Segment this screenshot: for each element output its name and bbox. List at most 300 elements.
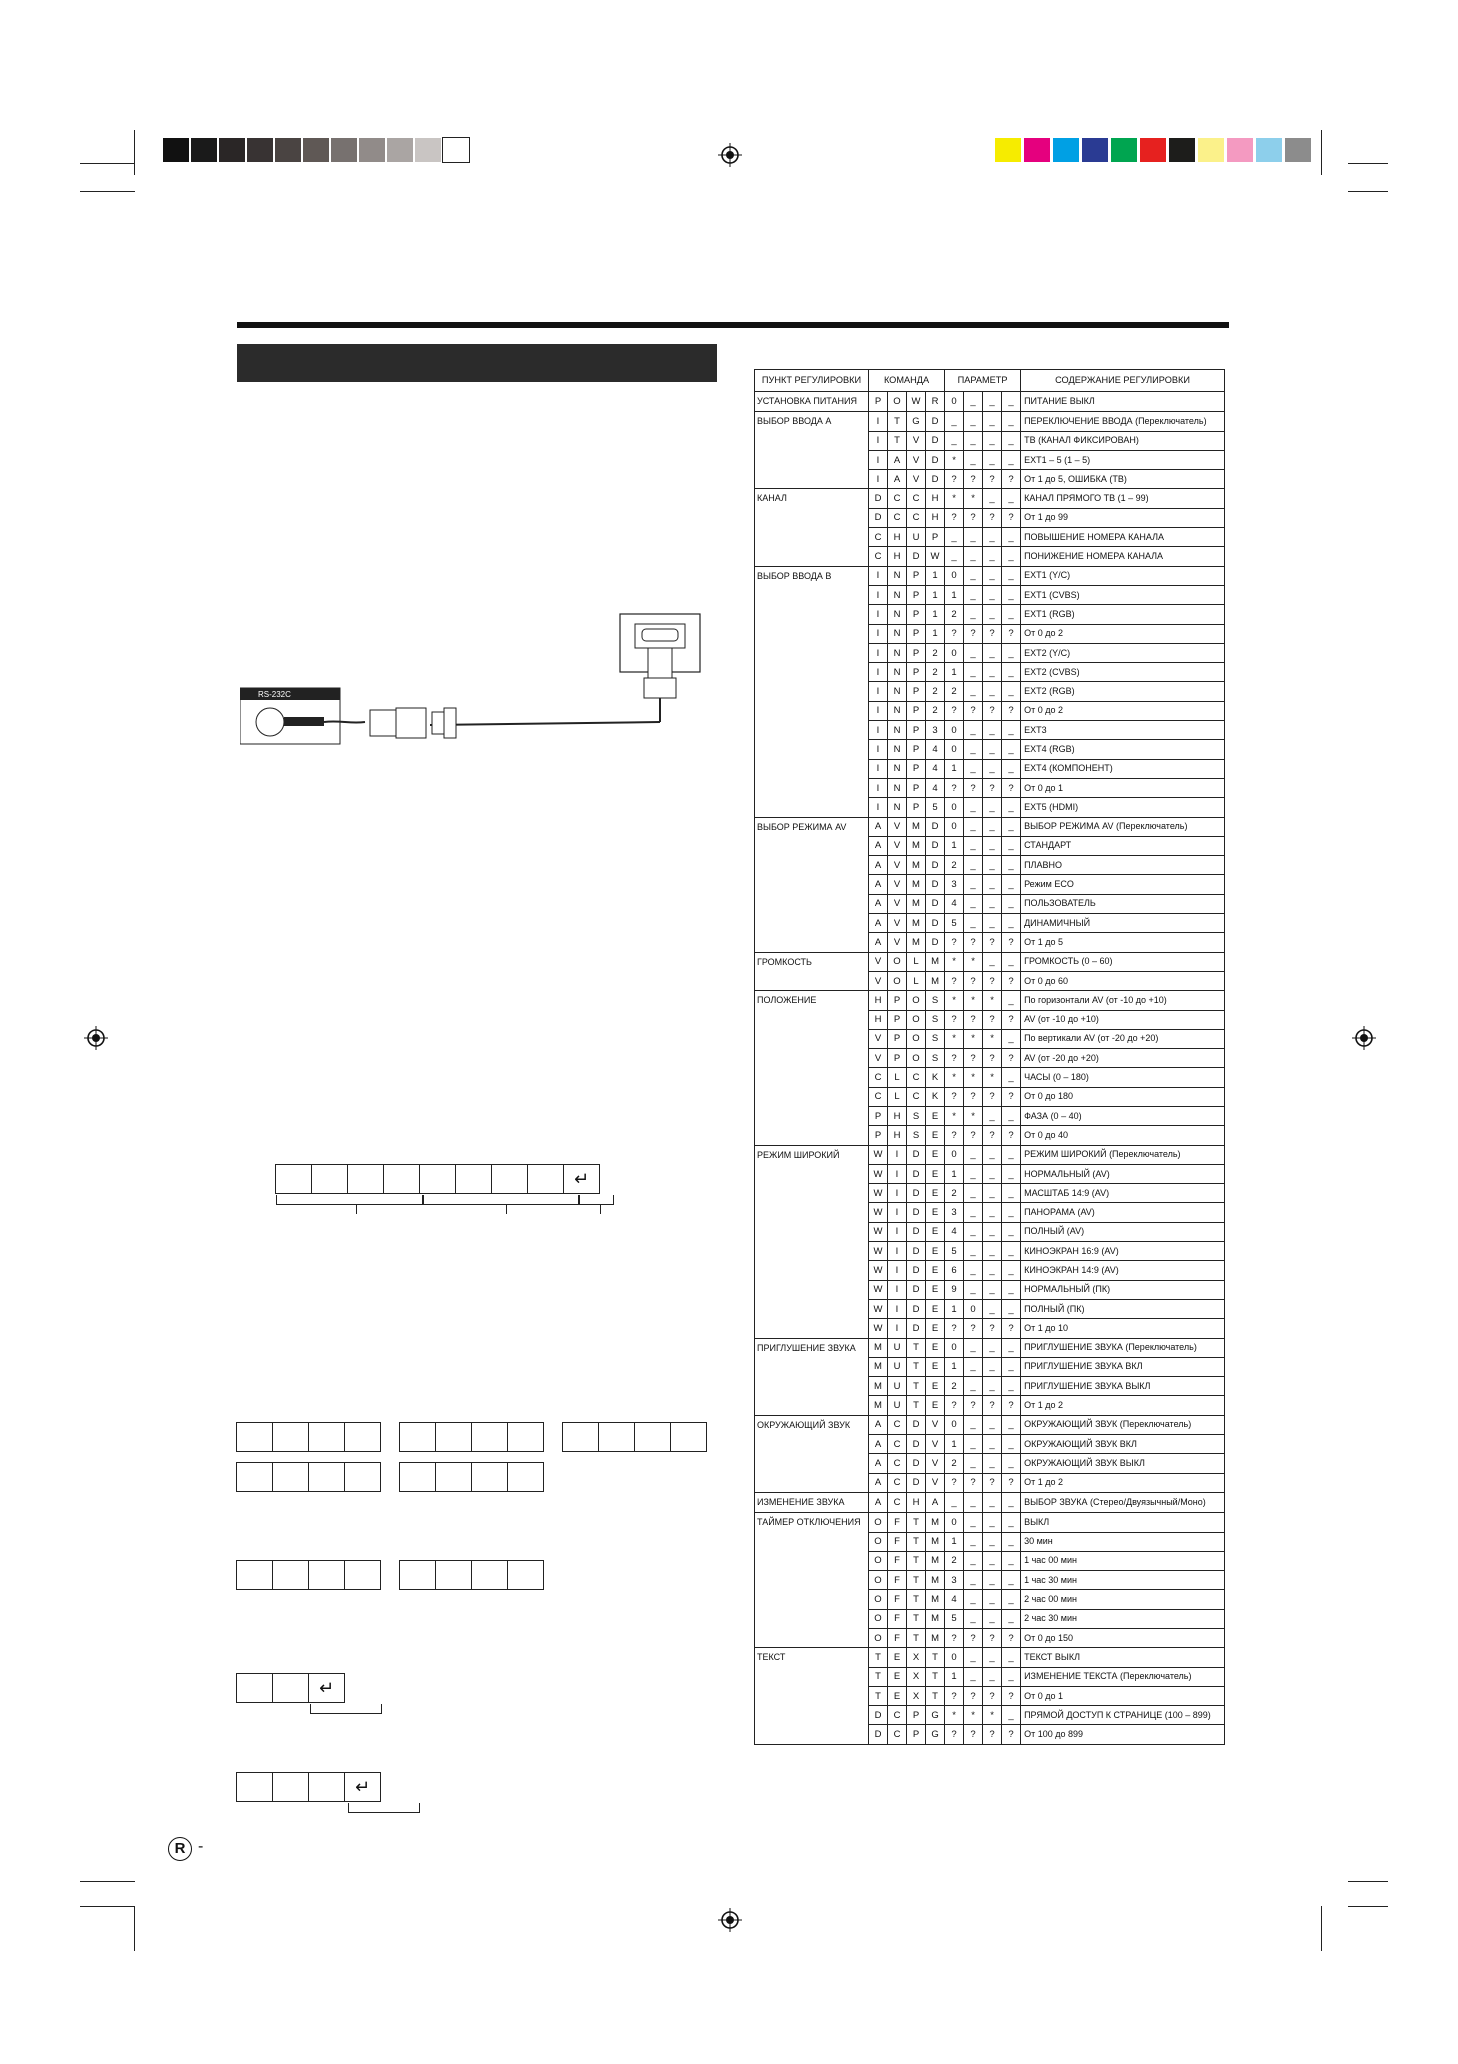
parameter-char-cell: _ — [983, 914, 1002, 933]
parameter-char-cell: _ — [964, 914, 983, 933]
parameter-char-cell: _ — [983, 1435, 1002, 1454]
parameter-char-cell: _ — [964, 1492, 983, 1512]
parameter-char-cell: ? — [1002, 778, 1021, 797]
content-cell: EXT5 (HDMI) — [1021, 798, 1225, 817]
content-cell: AV (от -10 до +10) — [1021, 1010, 1225, 1029]
parameter-char-cell: _ — [983, 1261, 1002, 1280]
command-char-cell: T — [907, 1357, 926, 1376]
parameter-char-cell: * — [945, 489, 964, 508]
parameter-char-cell: _ — [983, 759, 1002, 778]
registration-mark-icon — [1352, 1026, 1376, 1050]
command-char-cell: P — [907, 721, 926, 740]
parameter-char-cell: _ — [983, 798, 1002, 817]
parameter-char-cell: _ — [983, 1299, 1002, 1318]
parameter-char-cell: 5 — [945, 1609, 964, 1628]
command-char-cell: D — [907, 1203, 926, 1222]
command-char-cell: 3 — [926, 721, 945, 740]
parameter-char-cell: _ — [983, 489, 1002, 508]
command-char-cell: V — [907, 470, 926, 489]
command-char-cell: 2 — [926, 701, 945, 720]
command-char-cell: 1 — [926, 605, 945, 624]
command-char-cell: E — [926, 1377, 945, 1396]
parameter-char-cell: 3 — [945, 1571, 964, 1590]
command-char-cell: I — [869, 585, 888, 604]
command-char-cell: O — [869, 1629, 888, 1648]
content-cell: По вертикали AV (от -20 до +20) — [1021, 1029, 1225, 1048]
command-char-cell: S — [926, 991, 945, 1010]
parameter-char-cell: _ — [983, 528, 1002, 547]
content-cell: AV (от -20 до +20) — [1021, 1049, 1225, 1068]
parameter-char-cell: ? — [983, 1010, 1002, 1029]
command-char-cell: 4 — [926, 740, 945, 759]
parameter-char-cell: ? — [1002, 1396, 1021, 1415]
registration-mark-icon — [718, 143, 742, 167]
content-cell: От 1 до 2 — [1021, 1396, 1225, 1415]
command-char-cell: T — [907, 1609, 926, 1628]
command-char-cell: P — [907, 605, 926, 624]
command-char-cell: D — [926, 914, 945, 933]
parameter-char-cell: * — [945, 1106, 964, 1125]
command-char-cell: A — [869, 1435, 888, 1454]
command-char-cell: N — [888, 778, 907, 797]
command-char-cell: E — [926, 1184, 945, 1203]
parameter-char-cell: 4 — [945, 1222, 964, 1241]
parameter-char-cell: 1 — [945, 759, 964, 778]
command-char-cell: I — [869, 701, 888, 720]
command-char-cell: M — [907, 817, 926, 836]
command-char-cell: P — [888, 1029, 907, 1048]
parameter-char-cell: ? — [964, 624, 983, 643]
parameter-char-cell: _ — [964, 894, 983, 913]
table-row — [755, 392, 1225, 412]
command-char-cell: D — [926, 431, 945, 450]
parameter-char-cell: _ — [964, 450, 983, 469]
pointer-line — [600, 1204, 601, 1214]
header-command: КОМАНДА — [869, 370, 945, 392]
command-char-cell: C — [888, 508, 907, 527]
content-cell: ПЕРЕКЛЮЧЕНИЕ ВВОДА (Переключатель) — [1021, 412, 1225, 431]
parameter-char-cell: _ — [983, 1184, 1002, 1203]
parameter-char-cell: * — [964, 1029, 983, 1048]
command-char-cell: D — [907, 1184, 926, 1203]
parameter-char-cell: _ — [1002, 914, 1021, 933]
command-char-cell: H — [926, 508, 945, 527]
command-char-cell: C — [869, 1068, 888, 1087]
parameter-char-cell: ? — [983, 971, 1002, 990]
command-char-cell: V — [869, 971, 888, 990]
return-bracket — [348, 1803, 420, 1813]
parameter-char-cell: _ — [1002, 1571, 1021, 1590]
command-char-cell: T — [869, 1648, 888, 1667]
parameter-char-cell: _ — [964, 1609, 983, 1628]
parameter-char-cell: 0 — [945, 740, 964, 759]
parameter-example-row — [237, 1422, 381, 1452]
command-char-cell: M — [869, 1338, 888, 1357]
parameter-char-cell: ? — [983, 1049, 1002, 1068]
parameter-char-cell: _ — [1002, 412, 1021, 431]
parameter-char-cell: ? — [964, 1686, 983, 1705]
command-char-cell: X — [907, 1667, 926, 1686]
parameter-char-cell: ? — [945, 1725, 964, 1744]
parameter-char-cell: 4 — [945, 894, 964, 913]
command-char-cell: T — [907, 1377, 926, 1396]
parameter-char-cell: ? — [945, 1319, 964, 1338]
parameter-char-cell: _ — [964, 585, 983, 604]
parameter-char-cell: _ — [964, 759, 983, 778]
parameter-char-cell: _ — [983, 1357, 1002, 1376]
color-swatch — [1198, 138, 1224, 162]
command-char-cell: E — [926, 1299, 945, 1318]
parameter-char-cell: _ — [964, 528, 983, 547]
content-cell: ПОЛЬЗОВАТЕЛЬ — [1021, 894, 1225, 913]
command-char-cell: E — [926, 1145, 945, 1164]
content-cell: ГРОМКОСТЬ (0 – 60) — [1021, 952, 1225, 971]
command-char-cell: A — [869, 933, 888, 952]
content-cell: EXT2 (Y/C) — [1021, 643, 1225, 662]
page-marker-suffix: - — [198, 1838, 204, 1855]
command-char-cell: C — [888, 1725, 907, 1744]
command-char-cell: 4 — [926, 759, 945, 778]
parameter-char-cell: _ — [1002, 1532, 1021, 1551]
command-char-cell: A — [926, 1492, 945, 1512]
parameter-char-cell: _ — [983, 1454, 1002, 1473]
parameter-char-cell: 1 — [945, 1532, 964, 1551]
parameter-char-cell: _ — [964, 1415, 983, 1434]
crop-mark — [1348, 1881, 1388, 1882]
parameter-char-cell: * — [983, 1068, 1002, 1087]
parameter-char-cell: * — [945, 450, 964, 469]
parameter-char-cell: _ — [1002, 721, 1021, 740]
parameter-char-cell: 2 — [945, 856, 964, 875]
command-char-cell: D — [907, 1435, 926, 1454]
command-char-cell: W — [926, 547, 945, 566]
command-char-cell: P — [907, 701, 926, 720]
pointer-line — [506, 1204, 507, 1214]
color-swatch — [1285, 138, 1311, 162]
command-char-cell: O — [869, 1513, 888, 1532]
item-cell: ГРОМКОСТЬ — [755, 952, 869, 991]
parameter-char-cell: * — [964, 991, 983, 1010]
command-char-cell: O — [907, 991, 926, 1010]
parameter-char-cell: _ — [983, 1145, 1002, 1164]
parameter-char-cell: 1 — [945, 585, 964, 604]
command-char-cell: O — [869, 1551, 888, 1570]
command-char-cell: F — [888, 1590, 907, 1609]
command-char-cell: T — [907, 1571, 926, 1590]
command-char-cell: N — [888, 759, 907, 778]
command-char-cell: P — [907, 1725, 926, 1744]
parameter-char-cell: ? — [945, 778, 964, 797]
parameter-char-cell: 0 — [945, 817, 964, 836]
query-example-row — [237, 1560, 381, 1590]
command-char-cell: T — [907, 1513, 926, 1532]
command-char-cell: E — [888, 1648, 907, 1667]
parameter-char-cell: ? — [964, 933, 983, 952]
parameter-char-cell: ? — [964, 1319, 983, 1338]
command-char-cell: D — [907, 1454, 926, 1473]
parameter-char-cell: ? — [964, 470, 983, 489]
command-char-cell: I — [869, 431, 888, 450]
command-char-cell: M — [926, 1609, 945, 1628]
parameter-char-cell: ? — [983, 470, 1002, 489]
parameter-char-cell: * — [964, 1106, 983, 1125]
parameter-char-cell: * — [983, 991, 1002, 1010]
command-char-cell: W — [869, 1203, 888, 1222]
parameter-char-cell: _ — [983, 1590, 1002, 1609]
content-cell: От 1 до 5 — [1021, 933, 1225, 952]
parameter-char-cell: * — [983, 1706, 1002, 1725]
parameter-char-cell: 1 — [945, 1299, 964, 1318]
command-char-cell: T — [869, 1686, 888, 1705]
command-char-cell: I — [869, 605, 888, 624]
command-char-cell: N — [888, 585, 907, 604]
command-char-cell: E — [926, 1242, 945, 1261]
command-char-cell: D — [907, 547, 926, 566]
parameter-char-cell: ? — [1002, 470, 1021, 489]
command-char-cell: M — [926, 1629, 945, 1648]
parameter-char-cell: _ — [1002, 1492, 1021, 1512]
parameter-char-cell: ? — [1002, 933, 1021, 952]
color-swatch — [1256, 138, 1282, 162]
parameter-char-cell: ? — [945, 701, 964, 720]
command-char-cell: A — [869, 1492, 888, 1512]
parameter-char-cell: _ — [983, 1222, 1002, 1241]
command-char-cell: P — [907, 778, 926, 797]
command-char-cell: P — [907, 585, 926, 604]
table-row — [755, 1492, 1225, 1512]
parameter-char-cell: _ — [964, 431, 983, 450]
command-char-cell: M — [869, 1377, 888, 1396]
content-cell: EXT4 (КОМПОНЕНТ) — [1021, 759, 1225, 778]
command-char-cell: E — [888, 1667, 907, 1686]
command-char-cell: L — [907, 971, 926, 990]
command-char-cell: D — [907, 1473, 926, 1492]
parameter-char-cell: _ — [983, 875, 1002, 894]
parameter-char-cell: _ — [1002, 431, 1021, 450]
item-cell: ТАЙМЕР ОТКЛЮЧЕНИЯ — [755, 1513, 869, 1648]
parameter-char-cell: * — [945, 1029, 964, 1048]
parameter-char-cell: _ — [1002, 1068, 1021, 1087]
command-char-cell: T — [907, 1532, 926, 1551]
parameter-char-cell: _ — [983, 1492, 1002, 1512]
table-row — [755, 566, 1225, 585]
parameter-char-cell: _ — [964, 798, 983, 817]
command-char-cell: R — [926, 392, 945, 412]
parameter-char-cell: 1 — [945, 1357, 964, 1376]
command-char-cell: D — [869, 1725, 888, 1744]
parameter-char-cell: ? — [964, 1126, 983, 1145]
parameter-char-cell: ? — [983, 1396, 1002, 1415]
parameter-char-cell: _ — [1002, 585, 1021, 604]
parameter-char-cell: ? — [983, 778, 1002, 797]
command-char-cell: E — [926, 1106, 945, 1125]
content-cell: EXT1 (Y/C) — [1021, 566, 1225, 585]
command-char-cell: I — [888, 1261, 907, 1280]
crop-mark — [80, 1881, 135, 1882]
enter-icon: ↵ — [344, 1772, 381, 1802]
parameter-char-cell: _ — [945, 412, 964, 431]
content-cell: РЕЖИМ ШИРОКИЙ (Переключатель) — [1021, 1145, 1225, 1164]
content-cell: EXT3 — [1021, 721, 1225, 740]
parameter-char-cell: ? — [964, 1049, 983, 1068]
parameter-char-cell: _ — [1002, 1513, 1021, 1532]
command-char-cell: T — [926, 1686, 945, 1705]
parameter-char-cell: ? — [1002, 1686, 1021, 1705]
command-char-cell: I — [869, 624, 888, 643]
command-char-cell: C — [888, 1454, 907, 1473]
command-char-cell: E — [926, 1338, 945, 1357]
parameter-char-cell: _ — [1002, 836, 1021, 855]
parameter-char-cell: ? — [964, 1010, 983, 1029]
parameter-char-cell: ? — [1002, 1629, 1021, 1648]
command-char-cell: V — [926, 1473, 945, 1492]
parameter-example-row — [400, 1422, 544, 1452]
parameter-char-cell: _ — [964, 856, 983, 875]
parameter-char-cell: _ — [1002, 1299, 1021, 1318]
command-char-cell: E — [888, 1686, 907, 1705]
command-char-cell: I — [869, 566, 888, 585]
item-cell: ВЫБОР ВВОДА B — [755, 566, 869, 817]
command-char-cell: F — [888, 1571, 907, 1590]
parameter-char-cell: _ — [1002, 1106, 1021, 1125]
parameter-char-cell: 1 — [945, 1667, 964, 1686]
command-char-cell: M — [869, 1396, 888, 1415]
parameter-char-cell: 5 — [945, 914, 964, 933]
command-char-cell: A — [869, 1415, 888, 1434]
parameter-char-cell: 9 — [945, 1280, 964, 1299]
content-cell: НОРМАЛЬНЫЙ (AV) — [1021, 1164, 1225, 1183]
command-char-cell: V — [869, 1029, 888, 1048]
command-char-cell: L — [888, 1068, 907, 1087]
content-cell: От 0 до 1 — [1021, 778, 1225, 797]
parameter-char-cell: _ — [964, 1203, 983, 1222]
parameter-char-cell: 2 — [945, 1551, 964, 1570]
parameter-char-cell: ? — [945, 971, 964, 990]
content-cell: ВЫБОР ЗВУКА (Стерео/Двуязычный/Моно) — [1021, 1492, 1225, 1512]
command-char-cell: 2 — [926, 643, 945, 662]
parameter-char-cell: ? — [1002, 508, 1021, 527]
content-cell: КАНАЛ ПРЯМОГО ТВ (1 – 99) — [1021, 489, 1225, 508]
command-char-cell: G — [926, 1725, 945, 1744]
parameter-char-cell: _ — [964, 643, 983, 662]
command-char-cell: D — [907, 1242, 926, 1261]
parameter-char-cell: _ — [964, 1377, 983, 1396]
command-char-cell: P — [888, 1010, 907, 1029]
command-char-cell: A — [869, 1473, 888, 1492]
parameter-char-cell: _ — [983, 836, 1002, 855]
parameter-char-cell: _ — [1002, 489, 1021, 508]
parameter-char-cell: _ — [1002, 450, 1021, 469]
command-char-cell: W — [869, 1222, 888, 1241]
parameter-char-cell: 3 — [945, 875, 964, 894]
command-char-cell: H — [926, 489, 945, 508]
parameter-char-cell: _ — [964, 1435, 983, 1454]
command-char-cell: P — [888, 1049, 907, 1068]
parameter-char-cell: _ — [983, 566, 1002, 585]
command-char-cell: P — [907, 643, 926, 662]
command-char-cell: O — [907, 1029, 926, 1048]
parameter-char-cell: _ — [983, 1648, 1002, 1667]
parameter-char-cell: _ — [983, 1203, 1002, 1222]
content-cell: ВЫБОР РЕЖИМА AV (Переключатель) — [1021, 817, 1225, 836]
command-table — [754, 369, 1225, 1745]
parameter-char-cell: 0 — [945, 1415, 964, 1434]
parameter-char-cell: * — [983, 1029, 1002, 1048]
parameter-char-cell: ? — [945, 508, 964, 527]
parameter-char-cell: _ — [1002, 1203, 1021, 1222]
parameter-char-cell: _ — [983, 740, 1002, 759]
parameter-char-cell: ? — [1002, 701, 1021, 720]
command-char-cell: A — [869, 817, 888, 836]
command-char-cell: V — [888, 894, 907, 913]
command-char-cell: P — [907, 1706, 926, 1725]
command-char-cell: D — [926, 817, 945, 836]
parameter-char-cell: 0 — [945, 721, 964, 740]
parameter-char-cell: ? — [983, 1087, 1002, 1106]
command-char-cell: E — [926, 1261, 945, 1280]
command-char-cell: P — [907, 759, 926, 778]
parameter-char-cell: * — [945, 1068, 964, 1087]
parameter-char-cell: * — [964, 952, 983, 971]
parameter-char-cell: * — [945, 991, 964, 1010]
header-content: СОДЕРЖАНИЕ РЕГУЛИРОВКИ — [1021, 370, 1225, 392]
header-parameter: ПАРАМЕТР — [945, 370, 1021, 392]
command-char-cell: E — [926, 1357, 945, 1376]
gray-swatch — [303, 138, 329, 162]
parameter-char-cell: 2 — [945, 1377, 964, 1396]
command-char-cell: N — [888, 798, 907, 817]
command-char-cell: K — [926, 1068, 945, 1087]
parameter-char-cell: ? — [945, 1010, 964, 1029]
page-marker: R — [168, 1837, 192, 1861]
content-cell: EXT1 (RGB) — [1021, 605, 1225, 624]
parameter-char-cell: _ — [964, 1338, 983, 1357]
command-char-cell: C — [907, 1068, 926, 1087]
command-char-cell: W — [869, 1184, 888, 1203]
content-cell: ПРЯМОЙ ДОСТУП К СТРАНИЦЕ (100 – 899) — [1021, 1706, 1225, 1725]
crop-mark — [1348, 163, 1388, 164]
command-char-cell: A — [869, 914, 888, 933]
parameter-char-cell: _ — [964, 721, 983, 740]
parameter-char-cell: _ — [964, 392, 983, 412]
color-swatch — [1053, 138, 1079, 162]
command-char-cell: T — [907, 1551, 926, 1570]
parameter-char-cell: _ — [964, 566, 983, 585]
content-cell: ПОЛНЫЙ (ПК) — [1021, 1299, 1225, 1318]
command-char-cell: C — [907, 489, 926, 508]
parameter-char-cell: * — [964, 489, 983, 508]
command-char-cell: M — [926, 952, 945, 971]
command-char-cell: W — [869, 1299, 888, 1318]
parameter-example-row — [237, 1462, 381, 1492]
command-char-cell: W — [869, 1261, 888, 1280]
item-cell: ОКРУЖАЮЩИЙ ЗВУК — [755, 1415, 869, 1492]
parameter-char-cell: ? — [945, 1087, 964, 1106]
color-swatch — [1024, 138, 1050, 162]
command-char-cell: C — [869, 547, 888, 566]
command-char-cell: M — [926, 1532, 945, 1551]
command-char-cell: D — [907, 1319, 926, 1338]
content-cell: От 0 до 150 — [1021, 1629, 1225, 1648]
parameter-char-cell: _ — [964, 1184, 983, 1203]
content-cell: EXT1 (CVBS) — [1021, 585, 1225, 604]
content-cell: ПОЛНЫЙ (AV) — [1021, 1222, 1225, 1241]
command-char-cell: V — [926, 1415, 945, 1434]
parameter-char-cell: ? — [1002, 1126, 1021, 1145]
command-char-cell: T — [907, 1396, 926, 1415]
content-cell: ВЫКЛ — [1021, 1513, 1225, 1532]
command-char-cell: S — [926, 1049, 945, 1068]
